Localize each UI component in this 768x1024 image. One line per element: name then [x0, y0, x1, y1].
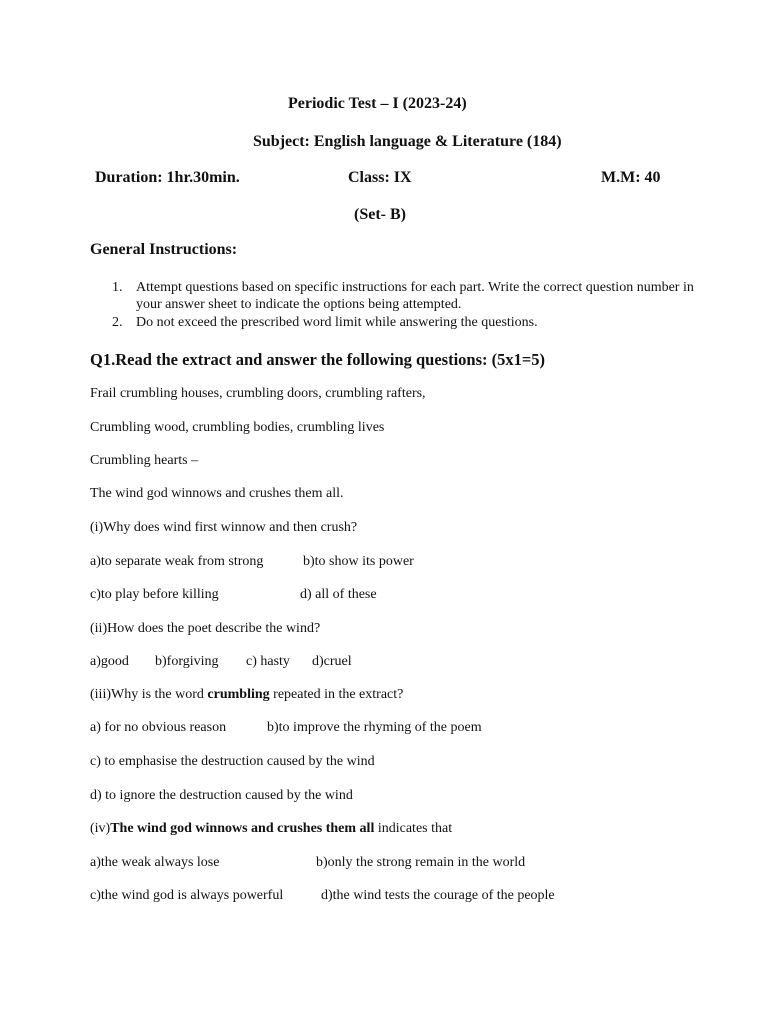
sub-question-3 — [90, 687, 403, 703]
option-b: b)to show its power — [303, 554, 414, 569]
instruction-item — [112, 314, 692, 332]
question-text: (iv) — [90, 821, 111, 836]
extract-line: The wind god winnows and crushes them all. — [90, 486, 344, 501]
extract-line: Crumbling hearts – — [90, 453, 199, 468]
option-d: d)the wind tests the courage of the people — [321, 888, 555, 903]
option-a: a)good — [90, 654, 129, 669]
option-a: a)the weak always lose — [90, 855, 220, 870]
test-title: Periodic Test – I (2023-24) — [288, 95, 467, 112]
option-a: a) for no obvious reason — [90, 720, 227, 735]
option-c: c)the wind god is always powerful — [90, 888, 284, 903]
option-b: b)to improve the rhyming of the poem — [267, 720, 482, 735]
option-c: c)to play before killing — [90, 587, 219, 602]
instruction-text: Do not exceed the prescribed word limit while answering the questions. — [136, 315, 538, 330]
option-c: c) hasty — [246, 654, 290, 669]
question-text: repeated in the extract? — [269, 687, 404, 702]
instructions-heading: General Instructions: — [90, 241, 238, 258]
emphasized-word: crumbling — [207, 687, 270, 702]
extract-line: Crumbling wood, crumbling bodies, crumbling lives — [90, 420, 385, 435]
instruction-number: 1. — [112, 280, 123, 295]
emphasized-phrase: The wind god winnows and crushes them all — [110, 821, 375, 836]
instruction-text: Attempt questions based on specific instructions for each part. Write the correct question number in your answer sheet to indicate the options being attempted. — [136, 280, 694, 312]
question-text: (iii)Why is the word — [90, 687, 208, 702]
option-d: d) all of these — [300, 587, 377, 602]
max-marks: M.M: 40 — [601, 169, 661, 186]
option-b: b)forgiving — [155, 654, 219, 669]
set-label: (Set- B) — [354, 206, 406, 223]
duration: Duration: 1hr.30min. — [95, 169, 240, 186]
class-label: Class: IX — [348, 169, 412, 186]
instruction-item — [112, 279, 692, 315]
subject-line: Subject: English language & Literature (184) — [253, 133, 562, 150]
question-text: indicates that — [374, 821, 453, 836]
instruction-number: 2. — [112, 315, 123, 330]
sub-question-1: (i)Why does wind first winnow and then crush? — [90, 520, 358, 535]
option-d: d) to ignore the destruction caused by the wind — [90, 788, 353, 803]
option-b: b)only the strong remain in the world — [316, 855, 526, 870]
extract-line: Frail crumbling houses, crumbling doors, crumbling rafters, — [90, 386, 426, 401]
option-c: c) to emphasise the destruction caused by the wind — [90, 754, 375, 769]
option-a: a)to separate weak from strong — [90, 554, 264, 569]
question-1-heading: Q1.Read the extract and answer the following questions: (5x1=5) — [90, 350, 546, 369]
sub-question-4 — [90, 821, 452, 837]
option-d: d)cruel — [312, 654, 352, 669]
sub-question-2: (ii)How does the poet describe the wind? — [90, 621, 321, 636]
